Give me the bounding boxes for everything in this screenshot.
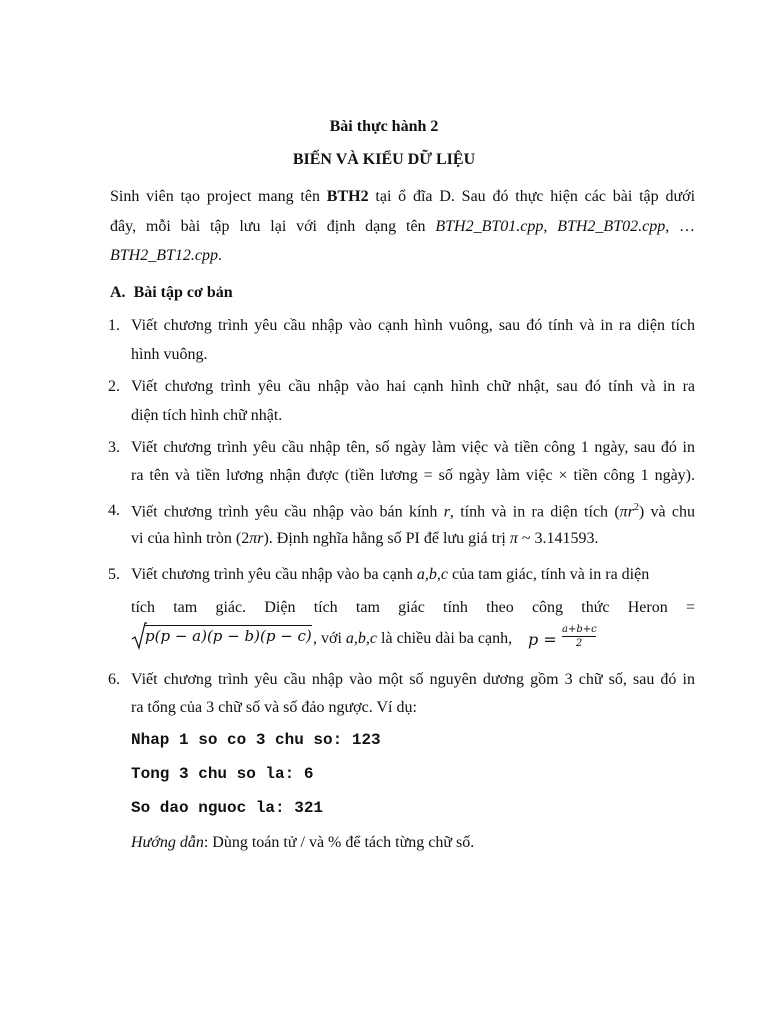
exercise-3-line-1: Viết chương trình yêu cầu nhập tên, số ngày làm việc và tiền công 1 ngày, sau đó in [131,439,695,456]
exercise-4-line-1: Viết chương trình yêu cầu nhập vào bán kính r, tính và in ra diện tích $(\pi r^2)$ và chu [131,502,696,521]
file-name-1: BTH2_BT01.cpp [435,218,544,235]
exercise-2-line-2: diện tích hình chữ nhật. [131,407,283,424]
exercise-1-line-2: hình vuông. [131,346,208,363]
document-title: Bài thực hành 2 [329,118,439,135]
intro-line-1: Sinh viên tạo project mang tên BTH2 tại ổ đĩa D. Sau đó thực hiện các bài tập dưới [110,188,696,205]
hint-label: Hướng dẫn [131,834,204,851]
example-code-line-3: So dao nguoc la: 321 [131,799,324,817]
fraction-numerator: a+b+c [562,624,597,635]
example-code-line-1: Nhap 1 so co 3 chu so: 123 [131,731,381,749]
exercise-5-line-3: , với a,b,c là chiều dài ba cạnh, [313,630,513,647]
file-name-3: BTH2_BT12.cpp [110,247,218,264]
p-equals: p = [528,630,557,649]
exercise-3-line-2: ra tên và tiền lương nhận được (tiền lương = số ngày làm việc × tiền công 1 ngày). [131,467,695,484]
exercise-4-line-2: vi của hình tròn (2πr). Định nghĩa hằng số PI để lưu giá trị π ~ 3.141593. [131,530,599,547]
exercise-1-number: 1. [108,317,120,334]
exercise-5-number: 5. [108,566,120,583]
document-subtitle: BIẾN VÀ KIỂU DỮ LIỆU [292,151,476,168]
file-name-2: BTH2_BT02.cpp [557,218,666,235]
exercise-1-line-1: Viết chương trình yêu cầu nhập vào cạnh hình vuông, sau đó tính và in ra diện tích [131,317,695,334]
hint-line [131,834,474,852]
semi-perimeter-fraction [562,624,596,649]
exercise-6-number: 6. [108,671,120,688]
exercise-2-line-1: Viết chương trình yêu cầu nhập vào hai cạnh hình chữ nhật, sau đó tính và in ra [131,378,695,395]
example-code-line-2: Tong 3 chu so la: 6 [131,765,314,783]
intro-line-3: BTH2_BT12.cpp. [110,247,222,264]
exercise-5-line-2: tích tam giác. Diện tích tam giác tính theo công thức Heron = [131,599,695,616]
exercise-4-number: 4. [108,502,120,519]
project-name: BTH2 [326,188,369,205]
exercise-3-number: 3. [108,439,120,456]
fraction-denominator: 2 [575,638,583,649]
sqrt-expression: p(p − a)(p − b)(p − c) [145,627,312,645]
exercise-5-line-1: Viết chương trình yêu cầu nhập vào ba cạnh a,b,c của tam giác, tính và in ra diện [131,566,650,583]
intro-line-2: đây, mỗi bài tập lưu lại với định dạng tên BTH2_BT01.cpp, BTH2_BT02.cpp, … [110,218,696,235]
section-a-heading: A. Bài tập cơ bản [110,284,233,301]
exercise-2-number: 2. [108,378,120,395]
exercise-6-line-2: ra tổng của 3 chữ số và số đảo ngược. Ví dụ: [131,699,417,716]
hint-text: : Dùng toán tử / và % để tách từng chữ số. [203,834,475,851]
exercise-6-line-1: Viết chương trình yêu cầu nhập vào một số nguyên dương gồm 3 chữ số, sau đó in [131,671,695,688]
